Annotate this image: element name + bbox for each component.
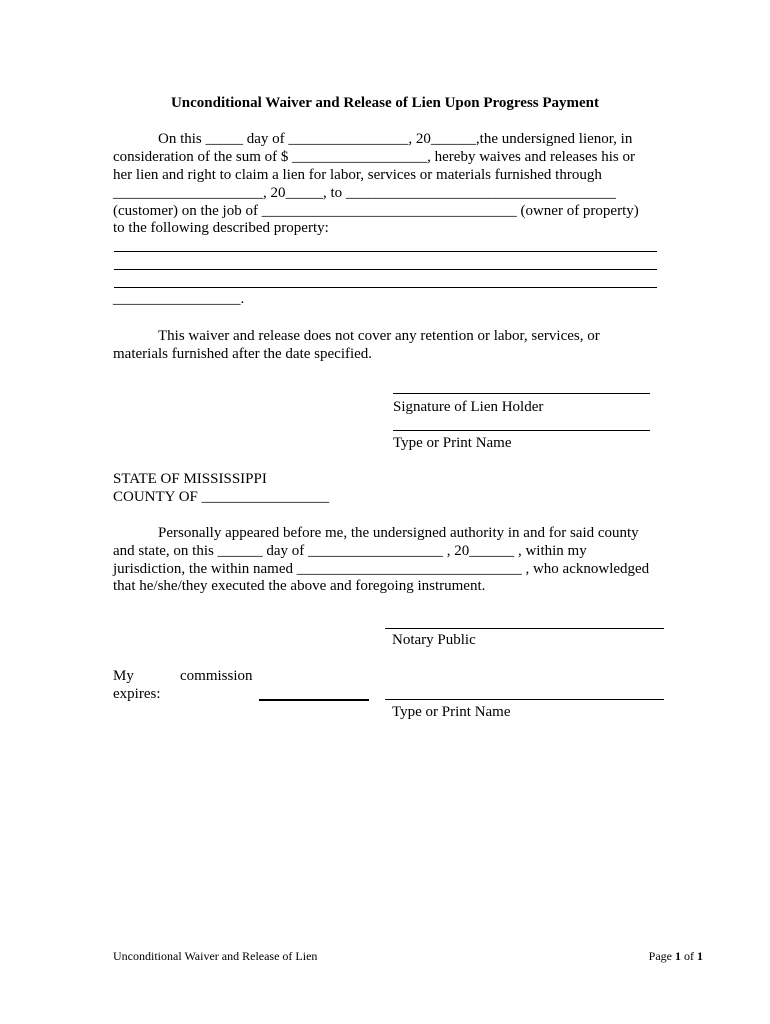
notary-signature-line[interactable]	[385, 628, 664, 629]
print-name-label: Type or Print Name	[393, 435, 512, 451]
notary-print-name-label: Type or Print Name	[392, 704, 511, 720]
signature-line[interactable]	[393, 393, 650, 394]
commission-word-my: My	[113, 668, 134, 684]
page-number	[649, 949, 703, 963]
signature-label: Signature of Lien Holder	[393, 399, 544, 415]
commission-word-expires: expires:	[113, 686, 161, 702]
property-line-2[interactable]	[114, 269, 657, 270]
para1-line-5: (customer) on the job of __________________________________ (owner of property)	[113, 203, 639, 219]
page-of: of	[684, 949, 694, 963]
commission-word-commission: commission	[180, 668, 253, 684]
property-line-3[interactable]	[114, 287, 657, 288]
county-line: COUNTY OF _________________	[113, 489, 330, 505]
para3-line-2: and state, on this ______ day of __________________ , 20______ , within my	[113, 543, 587, 559]
para2-line-1: This waiver and release does not cover any retention or labor, services, or	[158, 328, 600, 344]
page-prefix: Page	[648, 949, 672, 963]
commission-expires-line[interactable]	[259, 699, 369, 701]
para1-line-3: her lien and right to claim a lien for labor, services or materials furnished through	[113, 167, 602, 183]
para3-line-3: jurisdiction, the within named ______________________________ , who acknowledged	[113, 561, 650, 577]
para1-line-1: On this _____ day of ________________, 20______,the undersigned lienor, in	[158, 131, 633, 147]
page-total: 1	[697, 949, 703, 963]
property-line-tail: _________________.	[113, 291, 245, 307]
para1-line-2: consideration of the sum of $ __________________, hereby waives and releases his or	[113, 149, 635, 165]
notary-print-name-line[interactable]	[385, 699, 664, 700]
print-name-line[interactable]	[393, 430, 650, 431]
document-title: Unconditional Waiver and Release of Lien Upon Progress Payment	[170, 95, 600, 111]
para3-line-4: that he/she/they executed the above and foregoing instrument.	[113, 578, 486, 594]
property-line-1[interactable]	[114, 251, 657, 252]
para3-line-1: Personally appeared before me, the undersigned authority in and for said county	[158, 525, 639, 541]
para2-line-2: materials furnished after the date specified.	[113, 346, 373, 362]
para1-line-6: to the following described property:	[113, 220, 329, 236]
footer-title: Unconditional Waiver and Release of Lien	[113, 949, 318, 963]
state-line: STATE OF MISSISSIPPI	[113, 471, 267, 487]
para1-line-4: ____________________, 20_____, to ____________________________________	[113, 185, 616, 201]
page-current: 1	[675, 949, 681, 963]
notary-public-label: Notary Public	[392, 632, 476, 648]
